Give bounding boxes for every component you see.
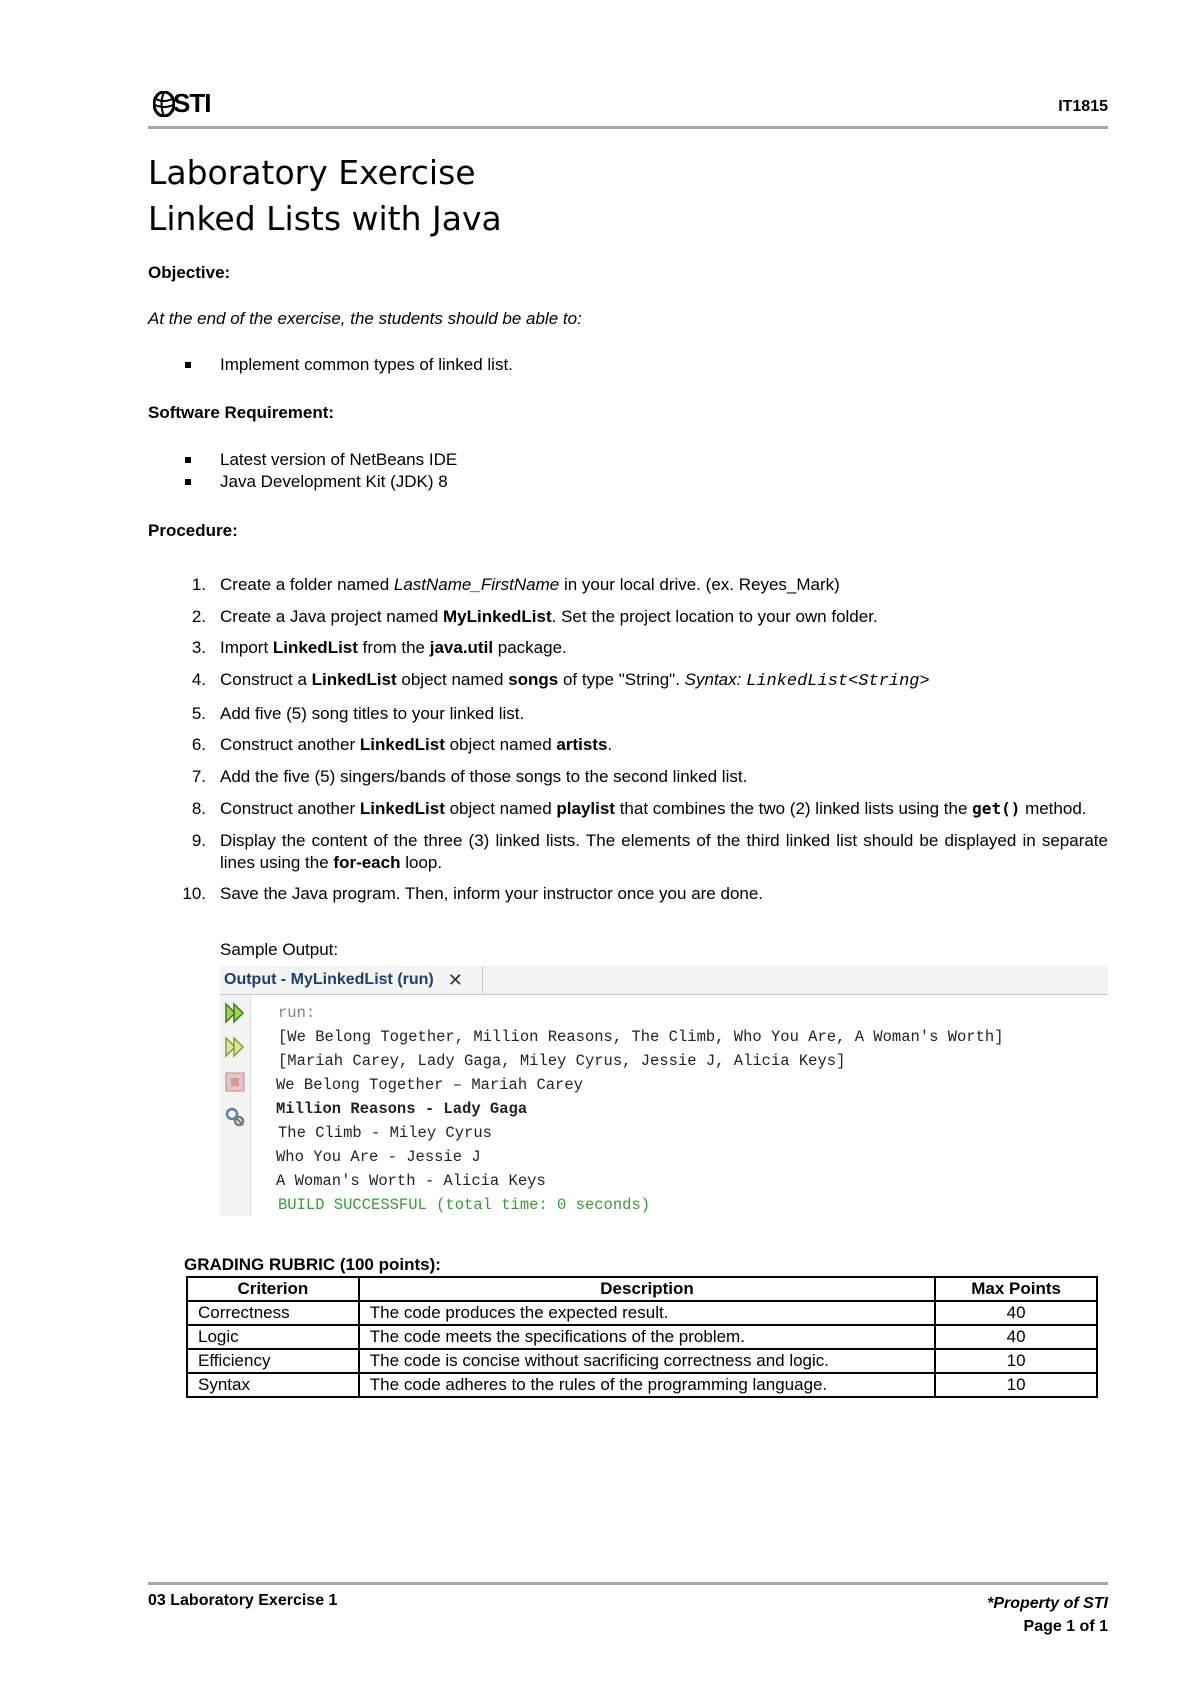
procedure-step-8: 8. Construct another LinkedList object named playlist that combines the two (2) linked lists using the get() method. [148,798,1108,820]
footer-document-name: 03 Laboratory Exercise 1 [148,1592,338,1609]
criterion-cell: Correctness [187,1301,359,1325]
list-item: Implement common types of linked list. [148,354,513,376]
globe-icon [153,91,175,117]
rerun-icon[interactable] [223,1001,247,1025]
table-row [187,1301,1097,1325]
column-header: Description [359,1277,935,1301]
points-cell: 10 [935,1373,1097,1397]
grading-rubric-table [186,1276,1098,1398]
rerun-with-options-icon[interactable] [223,1035,247,1059]
criterion-cell: Syntax [187,1373,359,1397]
console-line: We Belong Together – Mariah Carey [276,1076,583,1094]
step-number: 8. [191,798,206,818]
objective-list [148,354,513,376]
description-cell: The code adheres to the rules of the programming language. [359,1373,935,1397]
list-item: Latest version of NetBeans IDE [148,449,457,471]
console-line: The Climb - Miley Cyrus [278,1124,492,1142]
footer-divider [148,1582,1108,1585]
description-cell: The code meets the specifications of the problem. [359,1325,935,1349]
console-output [278,1001,1004,1217]
column-header: Criterion [187,1277,359,1301]
description-cell: The code produces the expected result. [359,1301,935,1325]
step-number: 1. [191,575,206,594]
logo-text: STI [173,88,211,118]
procedure-step-4: 4. Construct a LinkedList object named songs of type "String". Syntax: LinkedList<String> [148,669,1108,693]
title-line-2: Linked Lists with Java [148,199,502,238]
points-cell: 40 [935,1325,1097,1349]
procedure-step-10: 10. Save the Java program. Then, inform your instructor once you are done. [148,883,1108,905]
stop-icon[interactable] [223,1070,247,1094]
procedure-step-7: 7. Add the five (5) singers/bands of those songs to the second linked list. [148,766,1108,788]
console-line: Million Reasons - Lady Gaga [276,1100,528,1118]
document-code: IT1815 [1058,98,1108,115]
output-tab-label: Output - MyLinkedList (run) [224,971,434,988]
console-line: BUILD SUCCESSFUL (total time: 0 seconds) [278,1196,651,1214]
criterion-cell: Efficiency [187,1349,359,1373]
objective-heading: Objective: [148,263,231,282]
step-number: 10. [182,884,206,904]
output-tab[interactable] [220,966,483,994]
step-number: 7. [191,767,206,787]
output-panel [220,966,1108,1216]
footer-right [987,1592,1108,1638]
procedure-step-9: 9. Display the content of the three (3) linked lists. The elements of the third linked list should be displayed in separate lines using the for-each loop. [148,830,1108,874]
procedure-step-3: 3. Import LinkedList from the java.util package. [148,637,1108,659]
header-divider [148,126,1108,129]
step-number: 9. [191,830,206,850]
console-line: [Mariah Carey, Lady Gaga, Miley Cyrus, Jessie J, Alicia Keys] [278,1052,846,1070]
table-row [187,1373,1097,1397]
close-icon[interactable]: ✕ [447,969,463,990]
output-toolbar [220,995,251,1216]
software-heading: Software Requirement: [148,403,335,422]
console-line: A Woman's Worth - Alicia Keys [276,1172,546,1190]
procedure-step-2: 2. Create a Java project named MyLinkedList. Set the project location to your own folder. [148,606,1108,628]
list-item: Java Development Kit (JDK) 8 [148,471,457,493]
points-cell: 10 [935,1349,1097,1373]
console-line: [We Belong Together, Million Reasons, The Climb, Who You Are, A Woman's Worth] [278,1028,1004,1046]
page-header [148,84,1108,128]
step-number: 3. [191,638,206,658]
column-header: Max Points [935,1277,1097,1301]
step-number: 6. [191,735,206,755]
step-number: 5. [191,703,206,723]
table-row [187,1325,1097,1349]
procedure-heading: Procedure: [148,521,238,540]
document-page [148,0,1108,1696]
points-cell: 40 [935,1301,1097,1325]
objective-intro: At the end of the exercise, the students should be able to: [148,309,582,328]
console-line: run: [278,1004,316,1022]
criterion-cell: Logic [187,1325,359,1349]
procedure-step-5: 5. Add five (5) song titles to your linked list. [148,703,1108,725]
footer-property: *Property of STI [987,1595,1108,1612]
sample-output-label: Sample Output: [220,940,339,959]
settings-icon[interactable] [223,1105,247,1129]
table-header-row [187,1277,1097,1301]
console-line: Who You Are - Jessie J [276,1148,481,1166]
software-list [148,449,457,493]
step-number: 4. [191,670,206,690]
page-number: Page 1 of 1 [1023,1618,1108,1635]
procedure-steps [148,574,1108,915]
step-number: 2. [191,606,206,626]
sti-logo [153,88,210,119]
description-cell: The code is concise without sacrificing correctness and logic. [359,1349,935,1373]
title-line-1: Laboratory Exercise [148,153,476,192]
page-title [148,150,502,242]
procedure-step-1: 1. Create a folder named LastName_FirstName in your local drive. (ex. Reyes_Mark) [148,574,1108,596]
procedure-step-6: 6. Construct another LinkedList object named artists. [148,734,1108,756]
table-row [187,1349,1097,1373]
output-tab-bar [220,966,1108,995]
rubric-title: GRADING RUBRIC (100 points): [184,1255,441,1274]
